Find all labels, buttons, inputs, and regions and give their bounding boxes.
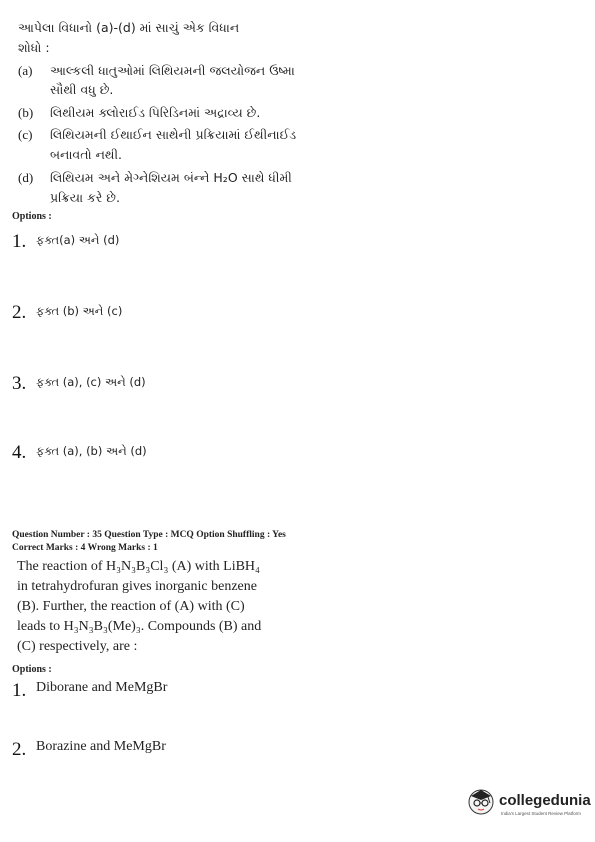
statement-c-line2: બનાવતો નથી. (50, 147, 123, 162)
q34-option-2-number: 2. (12, 302, 27, 323)
q34-option-3-text[interactable]: ફક્ત (a), (c) અને (d) (36, 375, 146, 389)
statement-b-line1: લિથીયમ ક્લોરાઈડ પિરિડિનમાં અદ્રાવ્ય છે. (50, 105, 261, 120)
q35-body-line1: The reaction of H₃N₃B₃Cl₃ (A) with LiBH₄ (17, 559, 260, 574)
statement-d-line2: પ્રક્રિયા કરે છે. (50, 190, 120, 205)
brand-name: collegedunia (499, 792, 591, 809)
q35-option-1-text[interactable]: Diborane and MeMgBr (36, 680, 168, 695)
q34-option-1-text[interactable]: ફક્ત(a) અને (d) (36, 233, 120, 247)
statement-d-line1: લિથિયમ અને મેગ્નેશિયમ બંન્ને H₂O સાથે ધીમી (50, 170, 292, 185)
q35-option-2-text[interactable]: Borazine and MeMgBr (36, 739, 166, 754)
q34-option-1-number: 1. (12, 231, 27, 252)
q34-intro-line1: આપેલા વિધાનો (a)-(d) માં સાચું એક વિધાન (18, 20, 240, 35)
q34-intro-line2: શોધો : (18, 40, 50, 55)
q34-option-3-number: 3. (12, 373, 27, 394)
statement-d-label: (d) (18, 170, 34, 185)
q34-option-4-number: 4. (12, 442, 27, 463)
statement-c-line1: લિથિયમની ઈથાઈન સાથેની પ્રક્રિયામાં ઈથીનાઈડ (50, 127, 297, 142)
q35-meta-line1: Question Number : 35 Question Type : MCQ Option Shuffling : Yes (12, 530, 286, 540)
statement-b-label: (b) (18, 105, 34, 120)
q35-body-line5: (C) respectively, are : (17, 639, 138, 654)
q34-option-4-text[interactable]: ફક્ત (a), (b) અને (d) (36, 444, 147, 458)
q35-body-line2: in tetrahydrofuran gives inorganic benzene (17, 579, 257, 594)
statement-a-line1: આલ્કલી ધાતુઓમાં લિથિયમની જલયોજન ઉષ્મા (50, 63, 295, 78)
brand-tagline: India's Largest Student Review Platform (501, 811, 581, 816)
q35-options-heading: Options : (12, 664, 52, 675)
q35-body-line3: (B). Further, the reaction of (A) with (C) (17, 599, 245, 614)
statement-a-line2: સૌથી વધુ છે. (50, 82, 114, 97)
q34-options-heading: Options : (12, 211, 52, 222)
q35-option-1-number: 1. (12, 680, 27, 701)
statement-c-label: (c) (18, 127, 33, 142)
q35-body-line4: leads to H₃N₃B₃(Me)₃. Compounds (B) and (17, 619, 262, 634)
statement-a-label: (a) (18, 63, 33, 78)
q34-option-2-text[interactable]: ફક્ત (b) અને (c) (36, 304, 123, 318)
q35-meta-line2: Correct Marks : 4 Wrong Marks : 1 (12, 543, 158, 553)
student-mascot-icon (466, 786, 496, 816)
q35-option-2-number: 2. (12, 739, 27, 760)
